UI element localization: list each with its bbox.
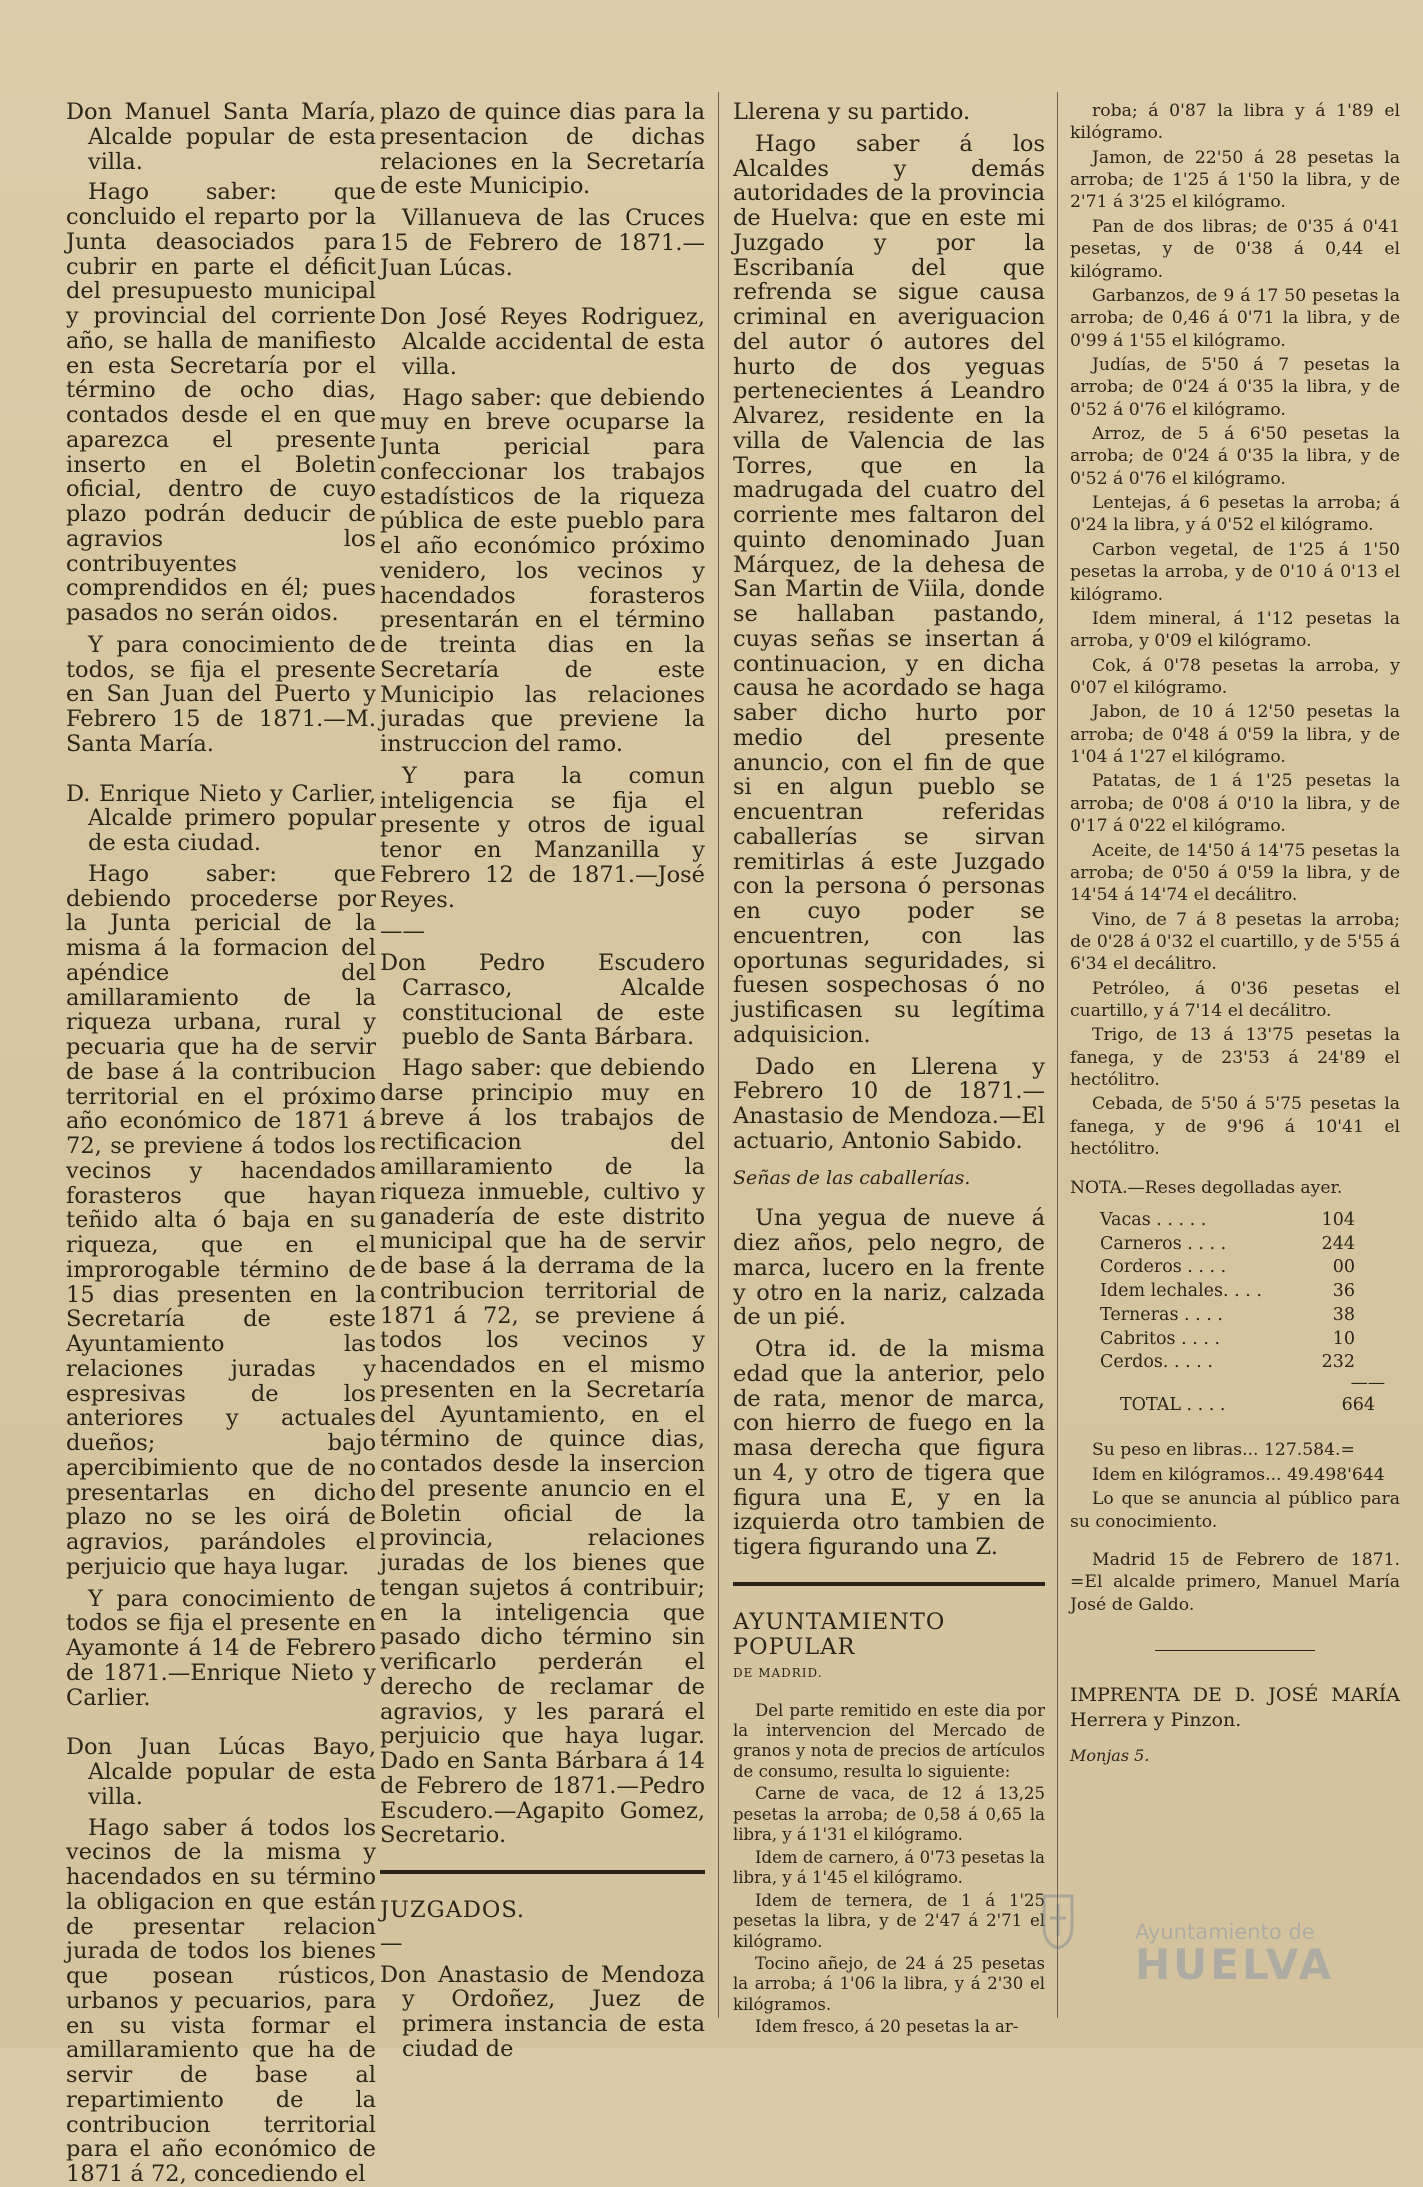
notice-heading: D. Enrique Nieto y Carlier, Alcalde primero popular de esta ciudad. bbox=[66, 780, 376, 856]
column-2 bbox=[380, 99, 705, 2062]
price-entry: Cebada, de 5'50 á 5'75 pesetas la fanega, y de 9'96 á 10'41 el hectólitro. bbox=[1070, 1094, 1400, 1160]
price-entry: Petróleo, á 0'36 pesetas el cuartillo, y á 7'14 el decálitro. bbox=[1070, 978, 1400, 1022]
notice-paragraph: Y para conocimiento de todos, se fija el presente en San Juan del Puerto y Febrero 15 de 1871.—M. Santa María. bbox=[66, 631, 376, 757]
section-rule bbox=[380, 1870, 705, 1874]
price-entry: Jabon, de 10 á 12'50 pesetas la arroba; de 0'48 á 0'59 la libra, y de 1'04 á 1'27 el kilógramo. bbox=[1070, 702, 1400, 768]
notice-heading: Don Manuel Santa María, Alcalde popular de esta villa. bbox=[66, 99, 376, 175]
notice-paragraph: Hago saber: que debiendo procederse por la Junta pericial de la misma á la formacion del apéndice del amillaramiento de la riqueza urbana, rural y pecuaria que ha de servir de base á la contribucion territorial en el próximo año económico de 1871 á 72, se previene á todos los vecinos y hacendados forasteros que hayan teñido alta ó baja en su riqueza, que en el improrogable término de 15 dias presenten en la Secretaría de este Ayuntamiento las relaciones juradas y espresivas de los anteriores y actuales dueños; bajo apercibimiento que de no presentarlas en dicho plazo no se les oirá de agravios, parándoles el perjuicio que haya lugar. bbox=[66, 860, 376, 1580]
price-entry: Carne de vaca, de 12 á 13,25 pesetas la arroba; de 0,58 á 0,65 la libra, y á 1'31 el kilógramo. bbox=[733, 1784, 1045, 1845]
total-rule: —— bbox=[1350, 1373, 1385, 1394]
notice-paragraph: Hago saber: que concluido el reparto por la Junta deasociados para cubrir en parte el déficit del presupuesto municipal y provincial del corriente año, se halla de manifiesto en esta Secretaría por el término de ocho dias, contados desde el en que aparezca el presente inserto en el Boletin oficial, dentro de cuyo plazo podrán deducir de agravios los contribuyentes comprendidos en él; pues pasados no serán oidos. bbox=[66, 179, 376, 626]
total-table bbox=[1100, 1388, 1375, 1418]
livestock-value: 10 bbox=[1332, 1328, 1355, 1349]
closing-line: Madrid 15 de Febrero de 1871. =El alcalde primero, Manuel María José de Galdo. bbox=[1070, 1549, 1400, 1615]
section-subheading: Señas de las caballerías. bbox=[733, 1166, 971, 1189]
section-subtitle: DE MADRID. bbox=[733, 1666, 823, 1681]
livestock-row bbox=[1100, 1256, 1355, 1280]
price-entry: Garbanzos, de 9 á 17 50 pesetas la arroba; de 0,46 á 0'71 la libra, y de 0'99 á 1'55 el kilógramo. bbox=[1070, 285, 1400, 351]
livestock-label: Cabritos . . . . bbox=[1100, 1328, 1221, 1349]
spacer bbox=[66, 1717, 376, 1735]
divider bbox=[1155, 1650, 1315, 1651]
livestock-value: 232 bbox=[1321, 1352, 1355, 1373]
livestock-row bbox=[1100, 1328, 1355, 1352]
price-entry: Carbon vegetal, de 1'25 á 1'50 pesetas la arroba, y de 0'10 á 0'13 el kilógramo. bbox=[1070, 539, 1400, 605]
total-label: TOTAL . . . . bbox=[1120, 1394, 1226, 1415]
notice-heading: Don Juan Lúcas Bayo, Alcalde popular de esta villa. bbox=[66, 1734, 376, 1810]
livestock-value: 38 bbox=[1332, 1304, 1355, 1325]
notice-paragraph: Villanueva de las Cruces 15 de Febrero de 1871.—Juan Lúcas. bbox=[380, 205, 705, 281]
price-entry: Aceite, de 14'50 á 14'75 pesetas la arroba; de 0'50 á 0'59 la libra, y de 14'54 á 14'74 el decálitro. bbox=[1070, 840, 1400, 906]
closing-notes bbox=[1070, 1439, 1400, 1616]
watermark-line2: HUELVA bbox=[1135, 1940, 1335, 1989]
separator-dash: —— bbox=[380, 918, 425, 945]
separator-dash: — bbox=[380, 1929, 403, 1956]
price-entry: Vino, de 7 á 8 pesetas la arroba; de 0'28 á 0'32 el cuartillo, y de 5'55 á 6'34 el decálitro. bbox=[1070, 909, 1400, 975]
notice-paragraph: plazo de quince dias para la presentacion de dichas relaciones en la Secretaría de este Municipio. bbox=[380, 99, 705, 200]
notice-paragraph: Hago saber: que debiendo muy en breve ocuparse la Junta pericial para confeccionar los trabajos estadísticos de la riqueza pública de este pueblo para el año económico próximo venidero, los vecinos y hacendados forasteros presentarán en el término de treinta dias en la Secretaría de este Municipio las relaciones juradas que previene la instruccion del ramo. bbox=[380, 384, 705, 757]
livestock-value: 36 bbox=[1332, 1281, 1355, 1302]
livestock-label: Terneras . . . . bbox=[1100, 1304, 1223, 1325]
notice-paragraph: Otra id. de la misma edad que la anterior, pelo de rata, menor de marca, con hierro de fuego en la masa derecha que figura un 4, y otro de tigera que figura una E, y en la izquierda otro tambien de tigera figurando una Z. bbox=[733, 1336, 1045, 1561]
notice-heading: Don Anastasio de Mendoza y Ordoñez, Juez de primera instancia de esta ciudad de bbox=[380, 1961, 705, 2062]
notice-paragraph: Hago saber á los Alcaldes y demás autoridades de la provincia de Huelva: que en este mi Juzgado y por la Escribanía del que refrenda se sigue causa criminal en averiguacion del autor ó autores del hurto de dos yeguas pertenecientes á Leandro Alvarez, residente en la villa de Valencia de las Torres, que en la madrugada del cuatro del corriente mes faltaron del quinto denominado Juan Márquez, de la dehesa de San Martin de Viila, donde se hallaban pastando, cuyas señas se insertan á continuacion, y en dicha causa he acordado se haga saber dicho hurto por medio del presente anuncio, con el fin de que si en algun pueblo se encuentran referidas caballerías se sirvan remitirlas á este Juzgado con la persona ó personas en cuyo poder se encuentren, con las oportunas seguridades, si fuesen sospechosas ó no justificasen su legítima adquisicion. bbox=[733, 130, 1045, 1048]
livestock-row bbox=[1100, 1280, 1355, 1304]
livestock-label: Carneros . . . . bbox=[1100, 1233, 1227, 1254]
total-value: 664 bbox=[1341, 1394, 1375, 1415]
price-entry: Lentejas, á 6 pesetas la arroba; á 0'24 la libra, y á 0'52 el kilógramo. bbox=[1070, 493, 1400, 536]
price-entry: Cok, á 0'78 pesetas la arroba, y 0'07 el kilógramo. bbox=[1070, 655, 1400, 698]
price-entry: Idem mineral, á 1'12 pesetas la arroba, y 0'09 el kilógramo. bbox=[1070, 608, 1400, 652]
livestock-label: Corderos . . . . bbox=[1100, 1257, 1227, 1278]
notice-paragraph: Dado en Llerena y Febrero 10 de 1871.—Anastasio de Mendoza.—El actuario, Antonio Sabido. bbox=[733, 1053, 1045, 1154]
column-3 bbox=[733, 99, 1045, 2037]
livestock-row bbox=[1100, 1304, 1355, 1328]
price-entry: Idem fresco, á 20 pesetas la ar- bbox=[755, 2017, 1019, 2037]
closing-line: Idem en kilógramos... 49.498'644 bbox=[1092, 1464, 1385, 1485]
livestock-table bbox=[1100, 1209, 1355, 1375]
spacer bbox=[380, 287, 705, 305]
price-entry: Idem de carnero, á 0'73 pesetas la libra, y á 1'45 el kilógramo. bbox=[733, 1847, 1045, 1888]
notice-paragraph: Y para conocimiento de todos se fija el presente en Ayamonte á 14 de Febrero de 1871.—Enrique Nieto y Carlier. bbox=[66, 1585, 376, 1711]
archive-watermark bbox=[1135, 1920, 1334, 1989]
livestock-label: Cerdos. . . . . bbox=[1100, 1352, 1213, 1373]
price-entry: Idem de ternera, de 1 á 1'25 pesetas la libra, y de 2'47 á 2'71 el kilógramo. bbox=[733, 1890, 1045, 1951]
closing-line: Su peso en libras... 127.584.= bbox=[1092, 1440, 1355, 1461]
section-rule bbox=[733, 1582, 1045, 1586]
livestock-label: Vacas . . . . . bbox=[1100, 1209, 1207, 1230]
price-entry: Pan de dos libras; de 0'35 á 0'41 pesetas, y de 0'38 á 0,44 el kilógramo. bbox=[1070, 216, 1400, 282]
livestock-value: 244 bbox=[1321, 1233, 1355, 1254]
notice-paragraph: Llerena y su partido. bbox=[733, 99, 971, 125]
column-4 bbox=[1070, 100, 1400, 2028]
watermark-line1: Ayuntamiento de bbox=[1135, 1920, 1315, 1944]
price-entry: roba; á 0'87 la libra y á 1'89 el kilógramo. bbox=[1070, 101, 1400, 144]
price-entry: Patatas, de 1 á 1'25 pesetas la arroba; de 0'08 á 0'10 la libra, y de 0'17 á 0'22 el kilógramo. bbox=[1070, 771, 1400, 837]
section-title: JUZGADOS. bbox=[380, 1897, 526, 1923]
notice-paragraph: Una yegua de nueve á diez años, pelo negro, de marca, lucero en la frente y otro en la nariz, calzada de un pié. bbox=[733, 1205, 1045, 1331]
coat-of-arms-icon bbox=[1040, 1890, 1076, 1950]
closing-line: Lo que se anuncia al público para su conocimiento. bbox=[1070, 1489, 1400, 1532]
total-row bbox=[1100, 1388, 1375, 1418]
imprenta-address: Monjas 5. bbox=[1070, 1746, 1150, 1766]
column-1 bbox=[66, 99, 376, 2187]
notice-paragraph: Hago saber: que debiendo darse principio muy en breve á los trabajos de rectificacion del amillaramiento de la riqueza inmueble, cultivo y ganadería de este distrito municipal que ha de servir de base á la derrama de la contribucion territorial de 1871 á 72, se previene á todos los vecinos y hacendados en el mismo presenten en la Secretaría del Ayuntamiento, en el término de quince dias, contados desde la insercion del presente anuncio en el Boletin oficial de la provincia, relaciones juradas de los bienes que tengan sujetos á contribuir; en la inteligencia que pasado dicho término sin verificarlo perderán el derecho de reclamar de agravios, y les parará el perjuicio que haya lugar. Dado en Santa Bárbara á 14 de Febrero de 1871.—Pedro Escudero.—Agapito Gomez, Secretario. bbox=[380, 1055, 705, 1849]
notice-heading: Don José Reyes Rodriguez, Alcalde accidental de esta villa. bbox=[380, 304, 705, 380]
notice-paragraph: Hago saber á todos los vecinos de la misma y hacendados en su término la obligacion en que están de presentar relacion jurada de todos los bienes que posean rústicos, urbanos y pecuarios, para en su vista formar el amillaramiento que ha de servir de base al repartimiento de la contribucion territorial para el año económico de 1871 á 72, concediendo el bbox=[66, 1814, 376, 2187]
livestock-row bbox=[1100, 1233, 1355, 1257]
section-title: AYUNTAMIENTO POPULAR bbox=[733, 1608, 946, 1660]
price-entry: Judías, de 5'50 á 7 pesetas la arroba; de 0'24 á 0'35 la libra, y de 0'52 á 0'76 el kilógramo. bbox=[1070, 354, 1400, 420]
livestock-value: 104 bbox=[1321, 1209, 1355, 1230]
livestock-row bbox=[1100, 1351, 1355, 1375]
price-entry: Tocino añejo, de 24 á 25 pesetas la arroba; á 1'06 la libra, y á 2'30 el kilógramos. bbox=[733, 1954, 1045, 2014]
livestock-value: 00 bbox=[1332, 1257, 1355, 1278]
column-rule bbox=[718, 92, 719, 2018]
livestock-row bbox=[1100, 1209, 1355, 1233]
nota-heading: NOTA.—Reses degolladas ayer. bbox=[1070, 1177, 1343, 1198]
notice-heading: Don Pedro Escudero Carrasco, Alcalde constitucional de este pueblo de Santa Bárbara. bbox=[380, 950, 705, 1051]
price-entry: Del parte remitido en este dia por la intervencion del Mercado de granos y nota de precios de artículos de consumo, resulta lo siguiente: bbox=[733, 1700, 1045, 1781]
price-entry: Arroz, de 5 á 6'50 pesetas la arroba; de 0'24 á 0'35 la libra, y de 0'52 á 0'76 el kilógramo. bbox=[1070, 424, 1400, 489]
price-report bbox=[733, 1701, 1045, 2038]
price-entry: Trigo, de 13 á 13'75 pesetas la fanega, y de 23'53 á 24'89 el hectólitro. bbox=[1070, 1025, 1400, 1091]
spacer bbox=[66, 764, 376, 782]
imprenta-line: IMPRENTA DE D. JOSÉ MARÍA Herrera y Pinzon. bbox=[1070, 1684, 1400, 1731]
notice-paragraph: Y para la comun inteligencia se fija el presente y otros de igual tenor en Manzanilla y Febrero 12 de 1871.—José Reyes. bbox=[380, 762, 705, 913]
column-rule bbox=[1057, 92, 1058, 2018]
livestock-label: Idem lechales. . . . bbox=[1100, 1281, 1262, 1302]
price-list bbox=[1070, 100, 1400, 1161]
price-entry: Jamon, de 22'50 á 28 pesetas la arroba; de 1'25 á 1'50 la libra, y de 2'71 á 3'25 el kilógramo. bbox=[1070, 147, 1400, 213]
